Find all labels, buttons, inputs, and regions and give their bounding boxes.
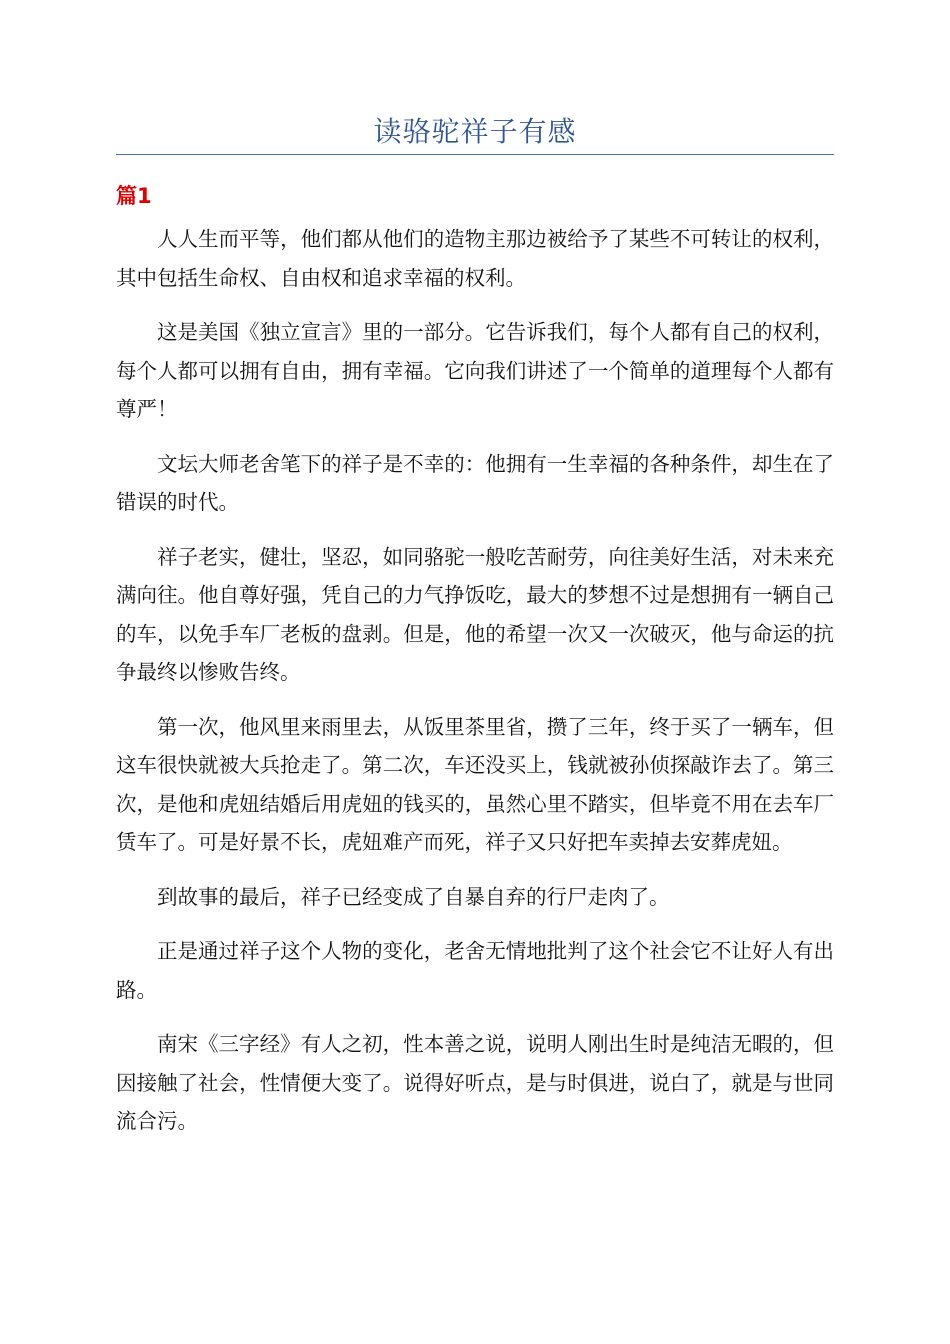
title-underline-rule xyxy=(116,154,834,155)
paragraph: 祥子老实，健壮，坚忍，如同骆驼一般吃苦耐劳，向往美好生活，对未来充满向往。他自尊好强，凭自己的力气挣饭吃，最大的梦想不过是想拥有一辆自己的车，以免手车厂老板的盘剥。但是，他的希望一次又一次破灭，他与命运的抗争最终以惨败告终。 xyxy=(116,544,834,684)
paragraph: 这是美国《独立宣言》里的一部分。它告诉我们，每个人都有自己的权利，每个人都可以拥有自由，拥有幸福。它向我们讲述了一个简单的道理每个人都有尊严！ xyxy=(116,320,834,421)
section-heading: 篇1 xyxy=(116,184,152,208)
paragraph: 文坛大师老舍笔下的祥子是不幸的：他拥有一生幸福的各种条件，却生在了错误的时代。 xyxy=(116,451,834,514)
paragraph: 人人生而平等，他们都从他们的造物主那边被给予了某些不可转让的权利，其中包括生命权、自由权和追求幸福的权利。 xyxy=(116,227,834,290)
paragraph: 到故事的最后，祥子已经变成了自暴自弃的行尸走肉了。 xyxy=(157,884,670,909)
document-title: 读骆驼祥子有感 xyxy=(373,115,577,148)
paragraph: 第一次，他风里来雨里去，从饭里茶里省，攒了三年，终于买了一辆车，但这车很快就被大兵抢走了。第二次，车还没买上，钱就被孙侦探敲诈去了。第三次，是他和虎妞结婚后用虎妞的钱买的，虽然心里不踏实，但毕竟不用在去车厂赁车了。可是好景不长，虎妞难产而死，祥子又只好把车卖掉去安葬虎妞。 xyxy=(116,714,834,854)
body-text xyxy=(116,220,834,1157)
paragraph: 正是通过祥子这个人物的变化，老舍无情地批判了这个社会它不让好人有出路。 xyxy=(116,939,834,1002)
paragraph: 南宋《三字经》有人之初，性本善之说，说明人刚出生时是纯洁无暇的，但因接触了社会，性情便大变了。说得好听点，是与时俱进，说白了，就是与世同流合污。 xyxy=(116,1032,834,1133)
